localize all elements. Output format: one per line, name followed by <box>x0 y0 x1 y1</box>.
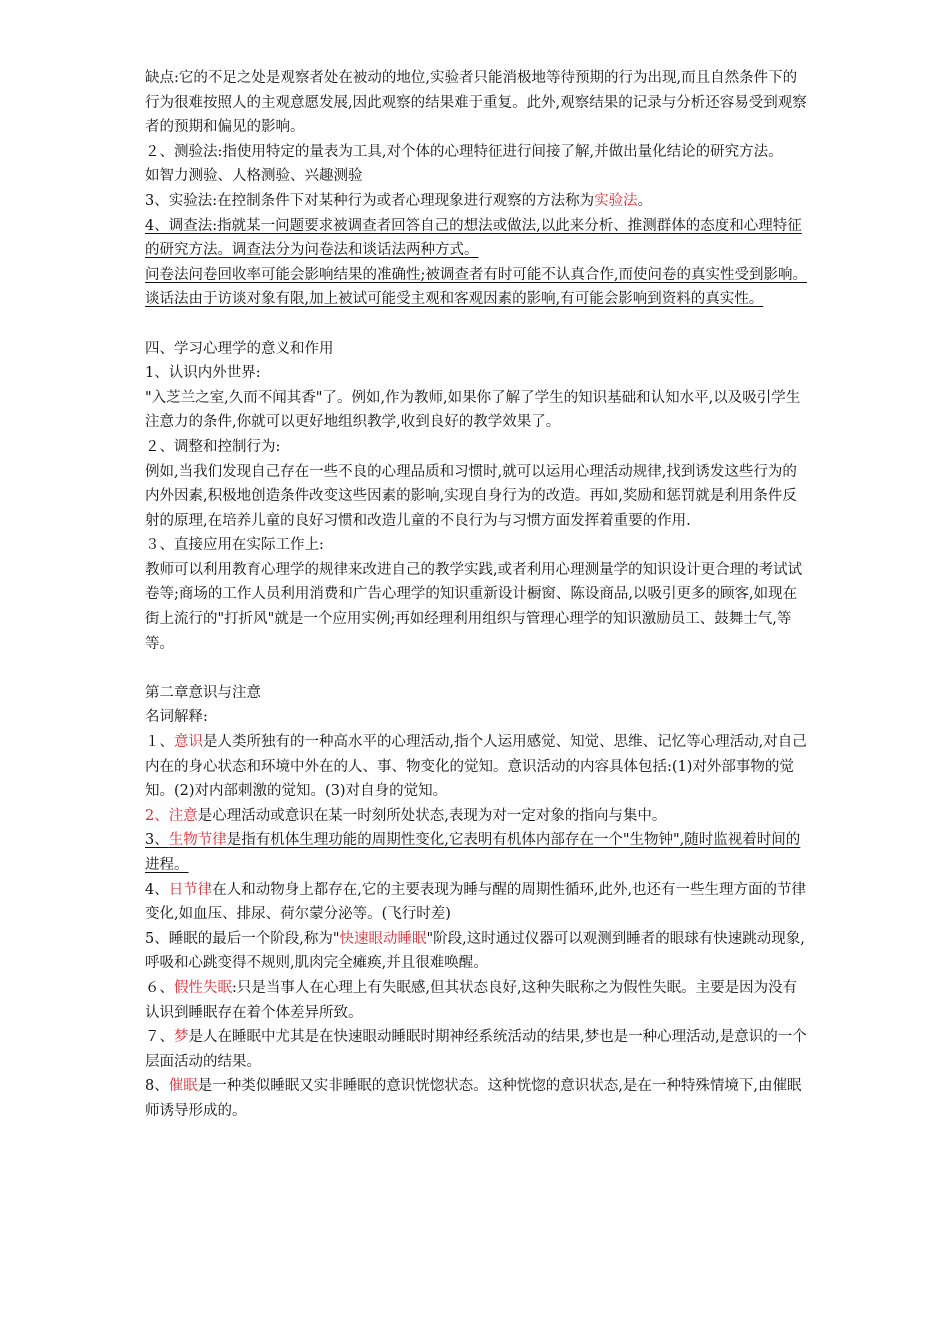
definition-body: "阶段,这时通过仪器可以观测到睡者的眼球有快速跳动现象,呼吸和心跳变得不规则,肌肉完全瘫痪,并且很难唤醒。 <box>145 930 805 972</box>
definition-attention <box>145 804 810 829</box>
definition-term: 催眠 <box>168 1078 198 1095</box>
chapter2-subtitle: 名词解释: <box>145 709 208 726</box>
definition-term: 生物节律 <box>168 832 227 849</box>
definition-biorhythm <box>145 828 810 877</box>
test-method-paragraph: ２、测验法:指使用特定的量表为工具,对个体的心理特征进行间接了解,并做出量化结论的研究方法。 <box>145 143 783 160</box>
definition-dream <box>145 1025 810 1074</box>
experiment-suffix: 。 <box>637 192 653 209</box>
definition-body: 是心理活动或意识在某一时刻所处状态,表现为对一定对象的指向与集中。 <box>197 807 667 824</box>
questionnaire-paragraph: 问卷法问卷回收率可能会影响结果的准确性;被调查者有时可能不认真合作,而使问卷的真实性受到影响。 <box>145 266 807 283</box>
document-body <box>145 66 810 1124</box>
definition-number: ６、 <box>145 979 174 996</box>
section4-item3-body: 教师可以利用教育心理学的规律来改进自己的教学实践,或者利用心理测量学的知识设计更合理的考试试卷等;商场的工作人员利用消费和广告心理学的知识重新设计橱窗、陈设商品,以吸引更多的顾客,如现在街上流行的"打折风"就是一个应用实例;再如经理利用组织与管理心理学的知识激励员工、鼓舞士气,等等。 <box>145 561 803 652</box>
definition-body: 是一种类似睡眠又实非睡眠的意识恍惚状态。这种恍惚的意识状态,是在一种特殊情境下,由催眠师诱导形成的。 <box>145 1078 802 1119</box>
definition-body: :只是当事人在心理上有失眠感,但其状态良好,这种失眠称之为假性失眠。主要是因为没有认识到睡眠存在着个体差异所致。 <box>145 979 798 1021</box>
experiment-term: 实验法 <box>594 192 638 209</box>
definition-body: 在人和动物身上都存在,它的主要表现为睡与醒的周期性循环,此外,也还有一些生理方面的节律变化,如血压、排尿、荷尔蒙分泌等。(飞行时差) <box>145 881 807 923</box>
experiment-method-paragraph <box>145 189 810 214</box>
definition-number: 8、 <box>145 1078 169 1095</box>
observation-cons-paragraph: 缺点:它的不足之处是观察者处在被动的地位,实验者只能消极地等待预期的行为出现,而且自然条件下的行为很难按照人的主观意愿发展,因此观察的结果难于重复。此外,观察结果的记录与分析还容易受到观察者的预期和偏见的影响。 <box>145 70 807 136</box>
spacer <box>145 312 810 337</box>
section4-title: 四、学习心理学的意义和作用 <box>145 340 334 357</box>
spacer <box>145 656 810 681</box>
definition-number: １、 <box>145 734 174 751</box>
survey-method-paragraph: 4、调查法:指就某一问题要求被调查者回答自己的想法或做法,以此来分析、推测群体的态度和心理特征的研究方法。调查法分为问卷法和谈话法两种方式。 <box>145 217 802 259</box>
section4-item2-body: 例如,当我们发现自己存在一些不良的心理品质和习惯时,就可以运用心理活动规律,找到诱发这些行为的内外因素,积极地创造条件改变这些因素的影响,实现自身行为的改造。再如,奖励和惩罚就是利用条件反射的原理,在培养儿童的良好习惯和改造儿童的不良行为与习惯方面发挥着重要的作用. <box>145 463 797 529</box>
definition-number: 3、 <box>145 832 169 849</box>
section4-item2-title: ２、调整和控制行为: <box>145 438 281 455</box>
definition-consciousness <box>145 730 810 804</box>
definition-rem-sleep <box>145 927 810 976</box>
section4-item3-title: ３、直接应用在实际工作上: <box>145 537 324 554</box>
definition-body: 是人类所独有的一种高水平的心理活动,指个人运用感觉、知觉、思维、记忆等心理活动,对自己内在的身心状态和环境中外在的人、事、物变化的觉知。意识活动的内容具体包括:(1)对外部事物的觉知。(2)对内部刺激的觉知。(3)对自身的觉知。 <box>145 734 807 800</box>
definition-term: 假性失眠 <box>174 979 232 996</box>
definition-term: 日节律 <box>168 881 213 898</box>
section4-item1-title: 1、认识内外世界: <box>145 365 261 382</box>
experiment-prefix: 3、实验法:在控制条件下对某种行为或者心理现象进行观察的方法称为 <box>145 192 595 209</box>
definition-body: 是指有机体生理功能的周期性变化,它表明有机体内部存在一个"生物钟",随时监视着时间的进程。 <box>145 832 801 873</box>
definition-body: 是人在睡眠中尤其是在快速眼动睡眠时期神经系统活动的结果,梦也是一种心理活动,是意识的一个层面活动的结果。 <box>145 1029 807 1070</box>
definition-circadian <box>145 878 810 927</box>
definition-number: ７、 <box>145 1029 174 1046</box>
definition-hypnosis <box>145 1074 810 1123</box>
chapter2-title: 第二章意识与注意 <box>145 684 261 701</box>
definition-number: 4、 <box>145 881 169 898</box>
definition-term: 梦 <box>174 1029 189 1046</box>
test-examples-line: 如智力测验、人格测验、兴趣测验 <box>145 168 363 185</box>
definition-term: 快速眼动睡眠 <box>339 930 427 947</box>
definition-number: 5、睡眠的最后一个阶段,称为" <box>145 930 340 947</box>
definition-pseudo-insomnia <box>145 976 810 1025</box>
section4-item1-body: "入芝兰之室,久而不闻其香"了。例如,作为教师,如果你了解了学生的知识基础和认知水平,以及吸引学生注意力的条件,你就可以更好地组织教学,收到良好的教学效果了。 <box>145 389 801 431</box>
definition-term: 2、注意 <box>145 807 198 824</box>
interview-paragraph: 谈话法由于访谈对象有限,加上被试可能受主观和客观因素的影响,有可能会影响到资料的真实性。 <box>145 291 764 308</box>
definition-term: 意识 <box>174 734 203 751</box>
